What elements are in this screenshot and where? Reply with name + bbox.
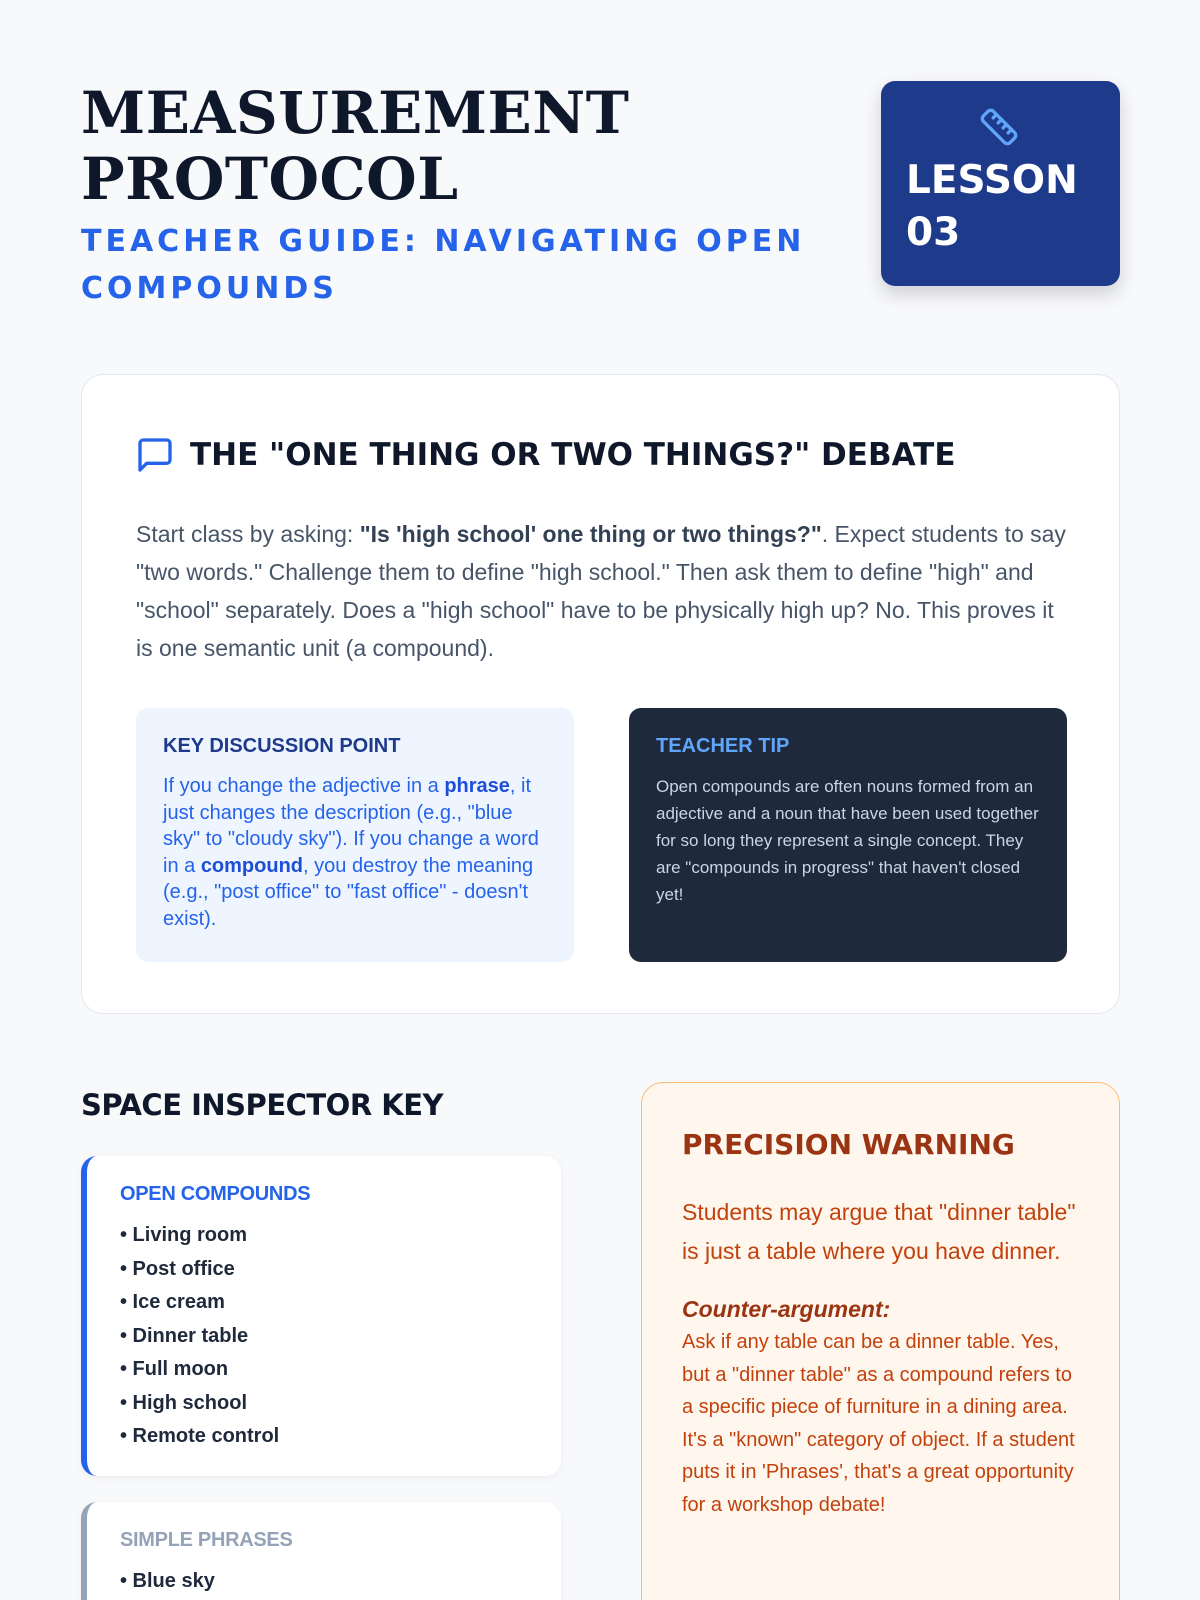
counter-argument-text: Ask if any table can be a dinner table. Yes, but a "dinner table" as a compound refers to a specific piece of furniture in a dining area. It's a "known" category of object. If a student puts it in 'Phrases', that's a great opportunity for a workshop debate! — [682, 1331, 1075, 1516]
list-item: • Full moon — [120, 1358, 229, 1380]
debate-question: "Is 'high school' one thing or two things?" — [359, 521, 822, 547]
list-item: • Dinner table — [120, 1324, 249, 1347]
key-discussion-point-box — [136, 708, 574, 962]
page-subtitle: TEACHER GUIDE: NAVIGATING OPEN COMPOUNDS — [81, 224, 806, 306]
debate-body: Start class by asking: "Is 'high school' one thing or two things?". Expect students to say "two words." Challenge them to define "high school." Then ask them to define "high" and "school" separately. Does a "high school" have to be physically high up? No. This proves it is one semantic unit (a compound). — [136, 521, 1066, 661]
list-item: • Post office — [120, 1257, 235, 1280]
teacher-tip-box — [629, 708, 1067, 962]
chat-bubble-icon — [135, 435, 175, 475]
list-item: • Blue sky — [120, 1570, 215, 1592]
open-compounds-title: OPEN COMPOUNDS — [120, 1183, 311, 1205]
list-item: • Remote control — [120, 1425, 280, 1447]
list-item: • High school — [120, 1391, 248, 1414]
precision-warning-card — [641, 1082, 1120, 1600]
open-compounds-list — [120, 1219, 561, 1454]
simple-phrases-list — [120, 1565, 561, 1599]
debate-title: THE "ONE THING OR TWO THINGS?" DEBATE — [190, 437, 956, 473]
lesson-number: 03 — [906, 210, 961, 255]
simple-phrases-title: SIMPLE PHRASES — [120, 1529, 293, 1551]
lesson-badge — [881, 81, 1120, 286]
debate-card — [81, 374, 1120, 1014]
page-title: MEASUREMENT PROTOCOL — [81, 79, 630, 213]
list-item: • Living room — [120, 1224, 248, 1246]
tip-heading: TEACHER TIP — [656, 735, 790, 757]
inspector-key-heading: SPACE INSPECTOR KEY — [81, 1088, 444, 1122]
open-compounds-card — [81, 1156, 561, 1476]
counter-argument-label: Counter-argument: — [682, 1296, 891, 1322]
simple-phrases-card — [81, 1502, 561, 1600]
discussion-heading: KEY DISCUSSION POINT — [163, 735, 401, 757]
ruler-icon — [979, 107, 1019, 147]
list-item: • Ice cream — [120, 1291, 225, 1313]
tip-text: Open compounds are often nouns formed from an adjective and a noun that have been used together for so long they represent a single concept. They are "compounds in progress" that haven't closed yet! — [656, 777, 1039, 904]
lesson-label: LESSON — [906, 158, 1078, 203]
page-header — [81, 80, 821, 312]
warning-title: PRECISION WARNING — [682, 1128, 1015, 1161]
warning-intro: Students may argue that "dinner table" is just a table where you have dinner. — [682, 1199, 1076, 1264]
discussion-text: If you change the adjective in a phrase, it just changes the description (e.g., "blue sky" to "cloudy sky"). If you change a word in a compound, you destroy the meaning (e.g., "post office" to "fast office" - doesn't exist). — [163, 775, 539, 930]
